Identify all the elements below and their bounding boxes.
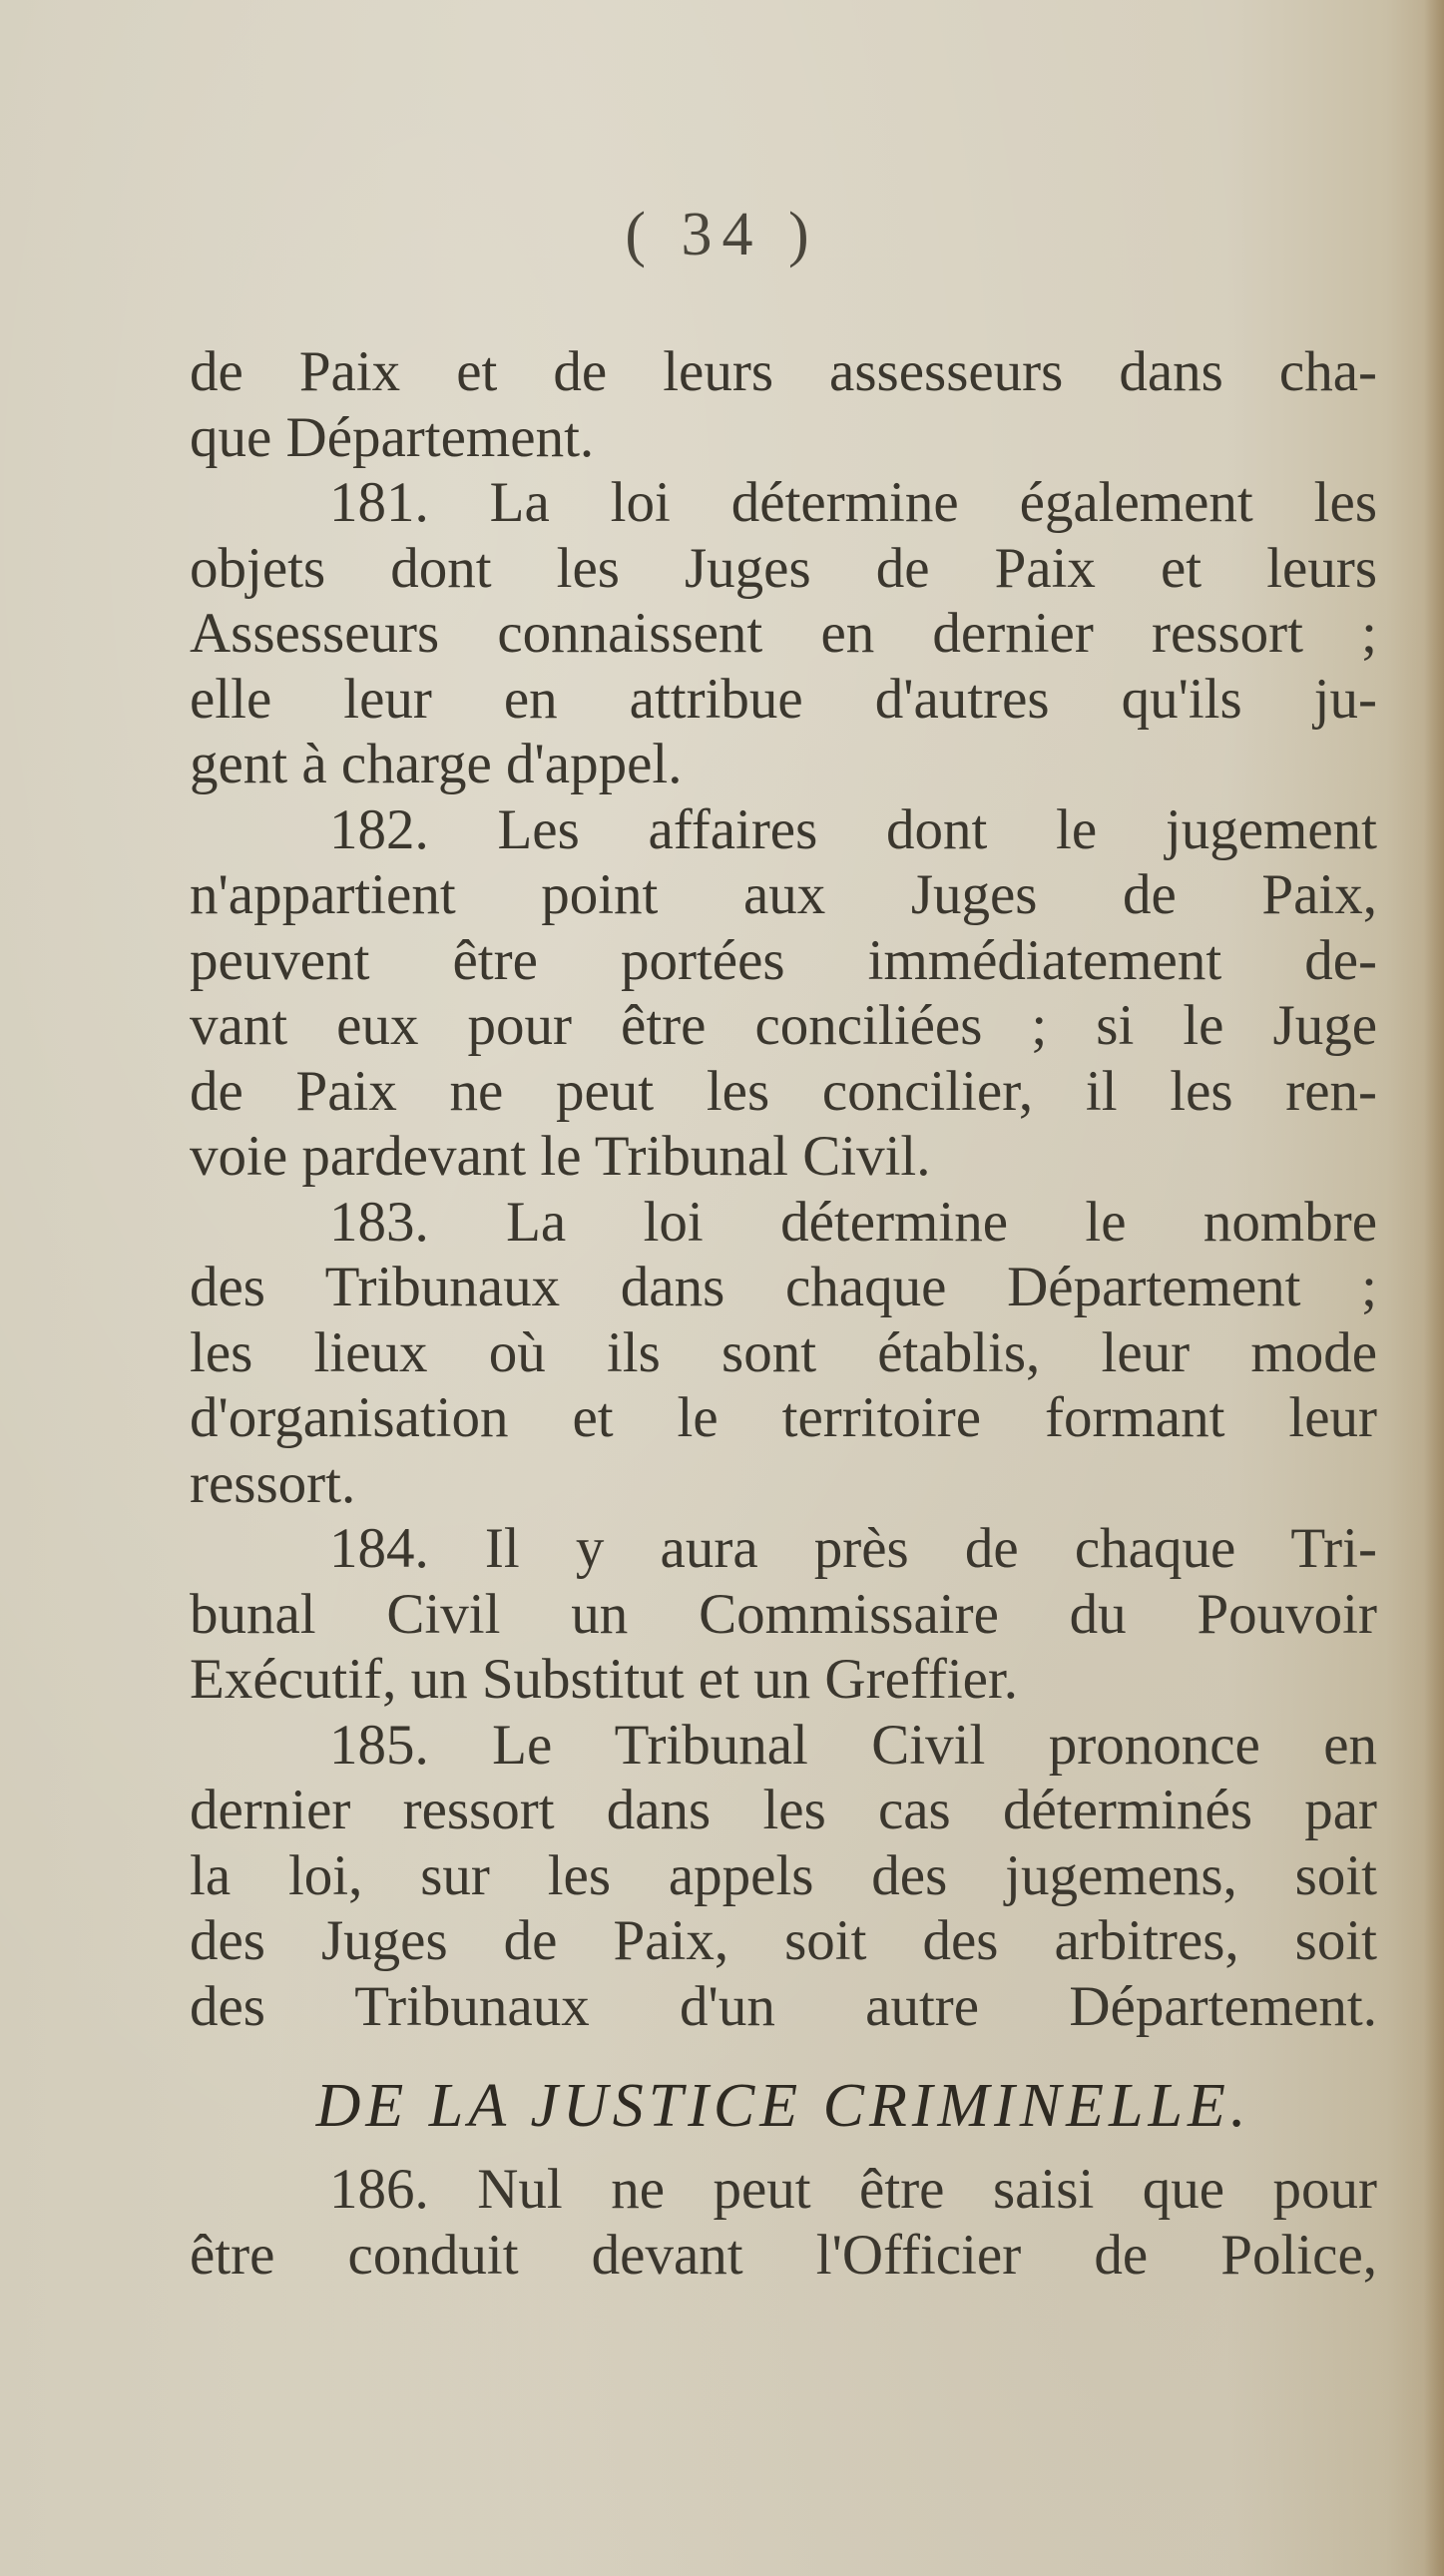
text-line: des Tribunaux dans chaque Département ;: [190, 1256, 1377, 1318]
text-line: des Tribunaux d'un autre Département.: [190, 1974, 1377, 2038]
text-line: bunal Civil un Commissaire du Pouvoir: [190, 1582, 1377, 1646]
text-line: être conduit devant l'Officier de Police,: [190, 2223, 1377, 2287]
text-line: de Paix et de leurs assesseurs dans cha-: [190, 340, 1377, 403]
text-line: dernier ressort dans les cas déterminés par: [190, 1779, 1377, 1841]
text-line: objets dont les Juges de Paix et leurs: [190, 536, 1377, 600]
text-line: voie pardevant le Tribunal Civil.: [190, 1125, 931, 1188]
text-line: Assesseurs connaissent en dernier ressort ;: [190, 602, 1377, 665]
text-line: que Département.: [190, 405, 595, 469]
page-edge-shadow: [1424, 0, 1444, 2576]
text-line: 186. Nul ne peut être saisi que pour: [329, 2158, 1377, 2221]
text-line: les lieux où ils sont établis, leur mode: [190, 1320, 1377, 1384]
text-line: 183. La loi détermine le nombre: [329, 1190, 1377, 1254]
text-line: peuvent être portées immédiatement de-: [190, 928, 1377, 992]
text-line: 181. La loi détermine également les: [329, 471, 1377, 534]
text-line: gent à charge d'appel.: [190, 733, 683, 795]
text-line: 185. Le Tribunal Civil prononce en: [329, 1713, 1377, 1777]
text-line: 182. Les affaires dont le jugement: [329, 797, 1377, 861]
page-number: ( 34 ): [625, 201, 819, 268]
text-line: vant eux pour être conciliées ; si le Juge: [190, 994, 1377, 1057]
section-title: DE LA JUSTICE CRIMINELLE.: [315, 2072, 1251, 2140]
text-line: 184. Il y aura près de chaque Tri-: [329, 1517, 1377, 1580]
lines-after-section: [190, 2157, 1377, 2288]
text-line: la loi, sur les appels des jugemens, soit: [190, 1843, 1377, 1907]
body-text: [190, 339, 1377, 2288]
text-line: n'appartient point aux Juges de Paix,: [190, 863, 1377, 926]
text-line: des Juges de Paix, soit des arbitres, soit: [190, 1909, 1377, 1972]
text-line: elle leur en attribue d'autres qu'ils ju-: [190, 667, 1377, 731]
text-line: de Paix ne peut les concilier, il les ren-: [190, 1059, 1377, 1123]
text-line: Exécutif, un Substitut et un Greffier.: [190, 1648, 1019, 1711]
text-line: d'organisation et le territoire formant leur: [190, 1386, 1377, 1449]
lines-before-section: [190, 339, 1377, 2039]
text-line: ressort.: [190, 1451, 356, 1515]
